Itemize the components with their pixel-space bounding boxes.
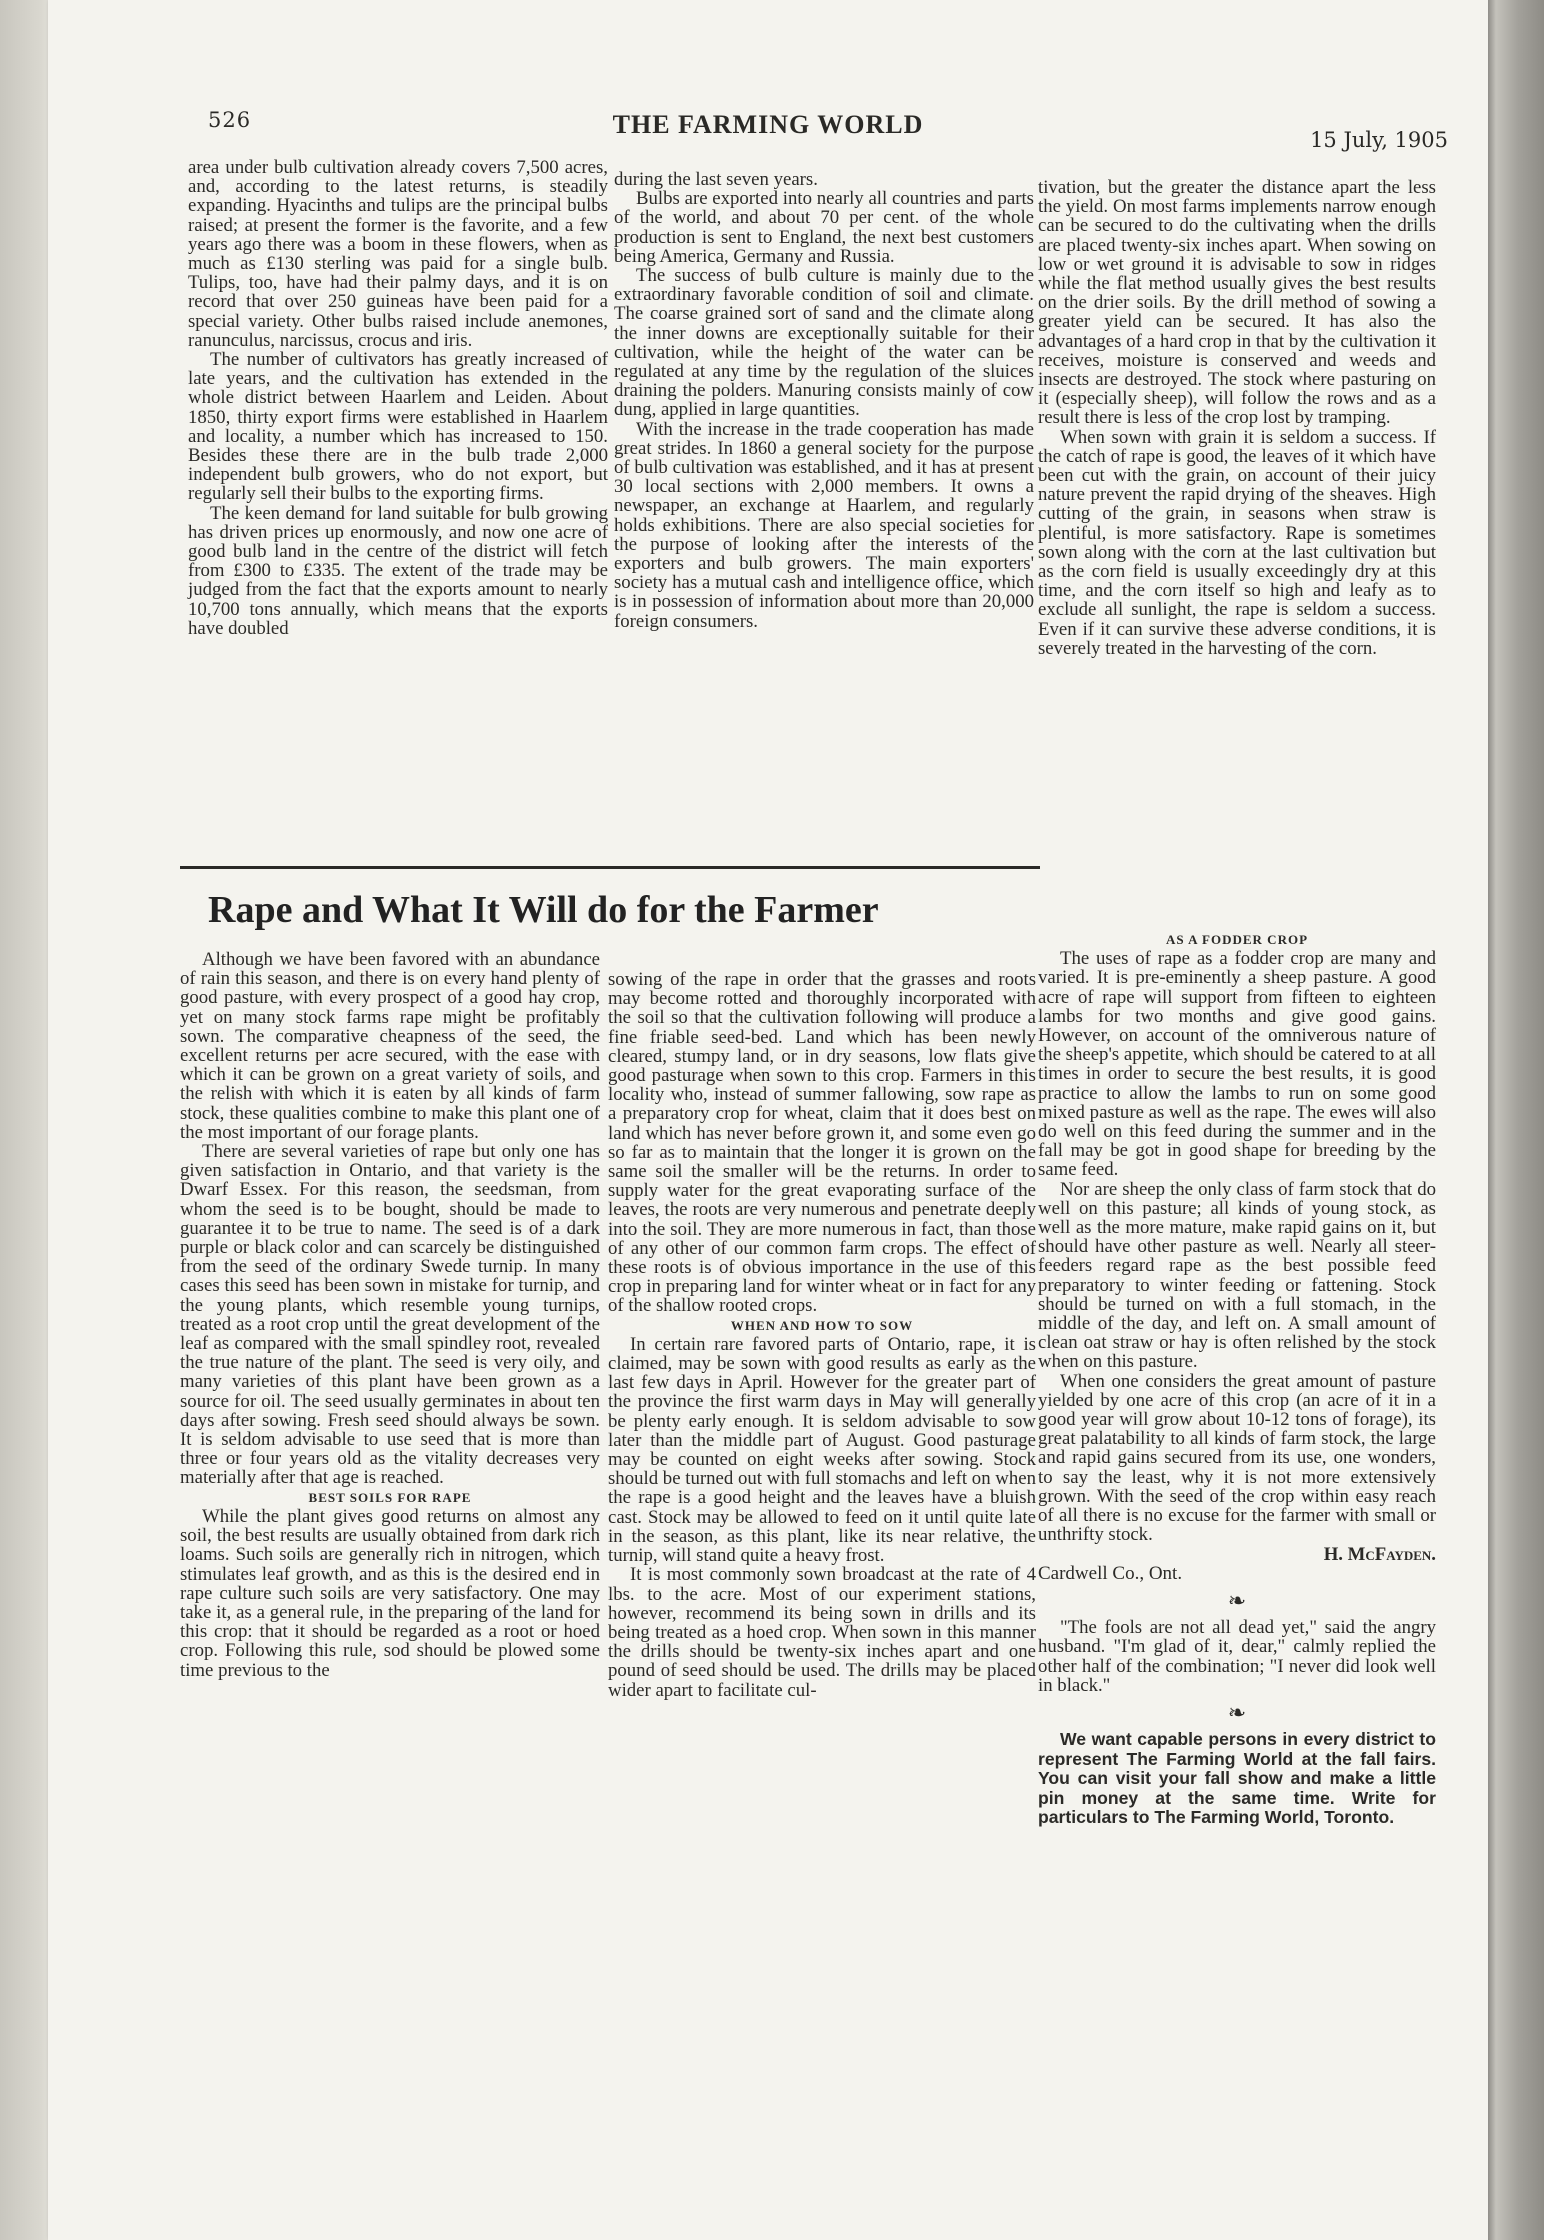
- book-edge: [1488, 0, 1544, 2240]
- top-column-1: [188, 158, 608, 638]
- right-column-top: [1038, 178, 1436, 658]
- paragraph: The keen demand for land suitable for bulb growing has driven prices up enormously, and now one acre of good bulb land in the centre of the district will fetch from £300 to £335. The extent of the trade may be judged from the fact that the exports amount to nearly 10,700 tons annually, which means that the exports have doubled: [188, 502, 608, 639]
- paragraph: When sown with grain it is seldom a success. If the catch of rape is good, the leaves of it which have been cut with the grain, on account of their juicy nature prevent the rapid drying of the sheaves. High cutting of the grain, in seasons when straw is plentiful, is more satisfactory. Rape is sometimes sown along with the corn at the last cultivation but as the corn field is usually exceedingly dry at this time, and the corn itself so high and leafy as to exclude all sunlight, the rape is seldom a success. Even if it can survive these adverse conditions, it is severely treated in the harvesting of the corn.: [1038, 426, 1436, 659]
- article-column-3: [1038, 930, 1436, 1828]
- paragraph: It is most commonly sown broadcast at the rate of 4 lbs. to the acre. Most of our experiment stations, however, recommend its being sown in drills and its being treated as a hoed crop. When sown in this manner the drills should be twenty-six inches apart and one pound of seed should be used. The drills may be placed wider apart to facilitate cul-: [608, 1564, 1036, 1701]
- author-signature: H. McFayden.: [1323, 1543, 1436, 1565]
- top-column-2: [614, 170, 1034, 631]
- paragraph: Although we have been favored with an abundance of rain this season, and there is on every hand plenty of good pasture, with every prospect of a good hay crop, yet on many stock farms rape might be profitably sown. The comparative cheapness of the seed, the excellent returns per acre secured, with the ease with which it can be grown on a great variety of soils, and the relish with which it is eaten by all kinds of farm stock, these qualities combine to make this plant one of the most important of our forage plants.: [180, 949, 600, 1143]
- newspaper-page: [48, 0, 1488, 2240]
- section-divider: [180, 866, 1040, 869]
- paragraph: When one considers the great amount of pasture yielded by one acre of this crop (an acre of it in a good year will grow about 10-12 tons of forage), its great palatability to all kinds of farm stock, the large and rapid gains secured from its use, one wonders, to say the least, why it is not more extensively grown. With the seed of the crop within easy reach of all there is no excuse for the farmer with small or unthrifty stock.: [1038, 1370, 1436, 1546]
- paragraph: There are several varieties of rape but only one has given satisfaction in Ontario, and that variety is the Dwarf Essex. For this reason, the seedsman, from whom the seed is to be bought, should be made to guarantee it to be true to name. The seed is of a dark purple or black color and can scarcely be distinguished from the seed of the ordinary Swede turnip. In many cases this seed has been sown in mistake for turnip, and the young plants, which resemble young turnips, treated as a root crop until the great development of the leaf as compared with the small spindley root, revealed the true nature of the plant. The seed is very oily, and many varieties of this plant have been grown as a source for oil. The seed usually germinates in about ten days after sowing. Fresh seed should always be sown. It is seldom advisable to use seed that is more than three or four years old as the vitality decreases very materially after that age is reached.: [180, 1141, 600, 1489]
- page-number: 526: [208, 108, 252, 132]
- page-header: [48, 108, 1488, 152]
- article-title: Rape and What It Will do for the Farmer: [208, 889, 879, 931]
- paragraph: area under bulb cultivation already covers 7,500 acres, and, according to the latest returns, is steadily expanding. Hyacinths and tulips are the principal bulbs raised; at present the former is the favorite, and a few years ago there was a boom in these flowers, when as much as £130 sterling was paid for a single bulb. Tulips, too, have had their palmy days, and it is on record that over 250 guineas have been paid for a special variety. Other bulbs raised include anemones, ranunculus, narcissus, crocus and iris.: [188, 157, 608, 351]
- article-column-1: [180, 950, 600, 1680]
- publication-title: THE FARMING WORLD: [612, 110, 924, 139]
- article-column-2: [608, 970, 1036, 1700]
- issue-date: 15 July, 1905: [1310, 128, 1448, 152]
- subheading: AS A FODDER CROP: [1165, 932, 1309, 947]
- ornament-icon: ❧: [1227, 1699, 1247, 1725]
- subheading: WHEN AND HOW TO SOW: [730, 1317, 914, 1333]
- author-location: Cardwell Co., Ont.: [1038, 1562, 1183, 1584]
- paragraph: Bulbs are exported into nearly all countries and parts of the world, and about 70 per cent. of the whole production is sent to England, the next best customers being America, Germany and Russia.: [614, 188, 1034, 267]
- paragraph: While the plant gives good returns on almost any soil, the best results are usually obtained from dark rich loams. Such soils are generally rich in nitrogen, which stimulates leaf growth, and as this is the desired end in rape culture such soils are very satisfactory. One may take it, as a general rule, in the preparing of the land for this crop: that it should be regarded as a root or hoed crop. Following this rule, sod should be plowed some time previous to the: [180, 1505, 600, 1681]
- paragraph: Nor are sheep the only class of farm stock that do well on this pasture; all kinds of young stock, as well as the more mature, make rapid gains on it, but should have other pasture as well. Nearly all steer-feeders regard rape as the best possible feed preparatory to winter feeding or fattening. Stock should be turned on with a full stomach, in the middle of the day, and left on. A small amount of clean oat straw or hay is often relished by the stock when on this pasture.: [1038, 1178, 1436, 1373]
- paragraph: The number of cultivators has greatly increased of late years, and the cultivation has extended in the whole district between Haarlem and Leiden. About 1850, thirty export firms were established in Haarlem and locality, a number which has increased to 150. Besides these there are in the bulb trade 2,000 independent bulb growers, who do not export, but regularly sell their bulbs to the exporting firms.: [188, 349, 608, 505]
- ornament-icon: ❧: [1227, 1587, 1247, 1613]
- paragraph: during the last seven years.: [614, 169, 818, 190]
- paragraph: In certain rare favored parts of Ontario, rape, it is claimed, may be sown with good results as early as the last few days in April. However for the greater part of the province the first warm days in May will generally be plenty early enough. It is seldom advisable to sow later than the middle part of August. Good pasturage may be counted on eight weeks after sowing. Stock should be turned out with full stomachs and left on when the rape is a good height and the leaves have a bluish cast. Stock may be allowed to feed on it until quite late in the season, as this plant, like its near relative, the turnip, will stand quite a heavy frost.: [608, 1333, 1036, 1567]
- notice-paragraph: We want capable persons in every district to represent The Farming World at the fall fairs. You can visit your fall show and make a little pin money at the same time. Write for particulars to The Farming World, Toronto.: [1038, 1729, 1436, 1828]
- joke-paragraph: "The fools are not all dead yet," said the angry husband. "I'm glad of it, dear," calmly replied the other half of the combination; "I never did look well in black.": [1038, 1617, 1436, 1696]
- paragraph: The uses of rape as a fodder crop are many and varied. It is pre-eminently a sheep pasture. A good acre of rape will support from fifteen to eighteen lambs for two months and give good gains. However, on account of the omniverous nature of the sheep's appetite, which should be catered to at all times in order to secure the best results, it is good practice to allow the lambs to run on some good mixed pasture as well as the rape. The ewes will also do well on this feed during the summer and in the fall may be got in good shape for breeding by the same feed.: [1038, 948, 1436, 1181]
- subheading: BEST SOILS FOR RAPE: [308, 1489, 472, 1505]
- paragraph: With the increase in the trade cooperation has made great strides. In 1860 a general society for the purpose of bulb cultivation was established, and it has at present 30 local sections with 2,000 members. It owns a newspaper, an exchange at Haarlem, and regularly holds exhibitions. There are also special societies for the purpose of looking after the interests of the exporters and bulb growers. The main exporters' society has a mutual cash and intelligence office, which is in possession of information about more than 20,000 foreign consumers.: [614, 418, 1034, 632]
- paragraph: tivation, but the greater the distance apart the less the yield. On most farms implements narrow enough can be secured to do the cultivating when the drills are placed twenty-six inches apart. When sowing on low or wet ground it is advisable to sow in ridges while the flat method usually gives the best results on the drier soils. By the drill method of sowing a greater yield can be secured. It has also the advantages of a hard crop in that by the cultivation it receives, moisture is conserved and weeds and insects are destroyed. The stock where pasturing on it (especially sheep), will follow the rows and as a result there is less of the crop lost by tramping.: [1038, 177, 1436, 429]
- paragraph: sowing of the rape in order that the grasses and roots may become rotted and thoroughly incorporated with the soil so that the cultivation following will produce a fine friable seed-bed. Land which has been newly cleared, stumpy land, or in dry seasons, low flats give good pasturage when sown to this crop. Farmers in this locality who, instead of summer fallowing, sow rape as a preparatory crop for wheat, claim that it does best on land which has never before grown it, and some even go so far as to maintain that the longer it is grown on the same soil the smaller will be the returns. In order to supply water for the great evaporating surface of the leaves, the roots are very numerous and penetrate deeply into the soil. They are more numerous in fact, than those of any other of our common farm crops. The effect of these roots is of obvious importance in the use of this crop in preparing land for winter wheat or in fact for any of the shallow rooted crops.: [608, 969, 1036, 1317]
- paragraph: The success of bulb culture is mainly due to the extraordinary favorable condition of soil and climate. The coarse grained sort of sand and the climate along the inner downs are exceptionally suitable for their cultivation, while the height of the water can be regulated at any time by the regulation of the sluices draining the polders. Manuring consists mainly of cow dung, applied in large quantities.: [614, 265, 1034, 421]
